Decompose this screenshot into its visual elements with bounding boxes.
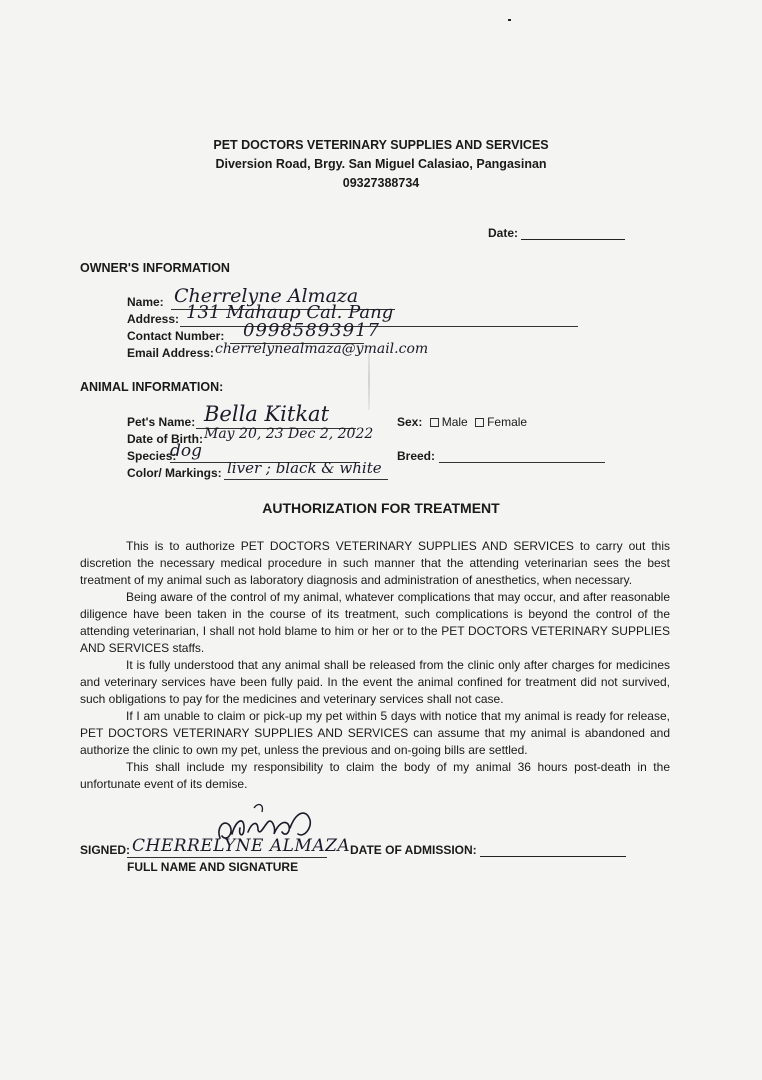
authorization-paragraph: If I am unable to claim or pick-up my pet within 5 days with notice that my animal is ready for release, PET DOCTORS VETERINARY SUPPLIES AND SERVICES can assume that my animal is abandoned and authorize the clinic to own my pet, unless the previous and on-going bills are settled. bbox=[80, 709, 670, 757]
dob-label: Date of Birth: bbox=[127, 432, 203, 446]
date-line[interactable] bbox=[521, 227, 625, 240]
signature-caption: FULL NAME AND SIGNATURE bbox=[127, 860, 299, 874]
owner-name-value[interactable]: Cherrelyne Almaza bbox=[174, 285, 359, 307]
animal-section-title: ANIMAL INFORMATION: bbox=[80, 380, 224, 394]
signed-name-value[interactable]: CHERRELYNE ALMAZA bbox=[132, 836, 351, 856]
authorization-paragraph: This shall include my responsibility to claim the body of my animal 36 hours post-death in the unfortunate event of its demise. bbox=[80, 760, 670, 791]
handwritten-signature-icon bbox=[214, 798, 324, 858]
owner-email-label: Email Address: bbox=[127, 346, 214, 360]
authorization-paragraph: This is to authorize PET DOCTORS VETERINARY SUPPLIES AND SERVICES to carry out this discretion the necessary medical procedure in such manner that the attending veterinarian sees the best treatment of my animal such as laboratory diagnosis and administration of anesthetics, when necessary. bbox=[80, 539, 670, 587]
species-label: Species: bbox=[127, 449, 177, 463]
owner-address-value[interactable]: 131 Mahaup Cal. Pang bbox=[186, 302, 394, 323]
sex-field bbox=[397, 415, 527, 429]
date-label: Date: bbox=[488, 226, 519, 240]
authorization-paragraph: It is fully understood that any animal shall be released from the clinic only after charges for medicines and veterinary services have been fully paid. In the event the animal confined for treatment did not survived, such obligations to pay for the medicines and veterinary services shall not case. bbox=[80, 658, 670, 706]
owner-email-value[interactable]: cherrelynealmaza@ymail.com bbox=[215, 341, 429, 357]
owner-contact-value[interactable]: 09985893917 bbox=[243, 320, 380, 341]
pet-name-label: Pet's Name: bbox=[127, 415, 196, 429]
owner-name-label: Name: bbox=[127, 295, 164, 309]
male-label: Male bbox=[441, 415, 468, 429]
business-name: PET DOCTORS VETERINARY SUPPLIES AND SERVICES bbox=[213, 138, 549, 152]
owner-address-label: Address: bbox=[127, 312, 180, 326]
authorization-title: AUTHORIZATION FOR TREATMENT bbox=[262, 500, 500, 516]
species-value[interactable]: dog bbox=[170, 441, 202, 461]
letterhead bbox=[0, 136, 762, 193]
owner-contact-label: Contact Number: bbox=[127, 329, 225, 343]
female-checkbox[interactable] bbox=[475, 418, 484, 427]
authorization-paragraph: Being aware of the control of my animal, whatever complications that may occur, and after reasonable diligence have been taken in the course of its treatment, such complications is beyond the control of the attending veterinarian, I shall not hold blame to him or her or to the PET DOCTORS VETERINARY SUPPLIES AND SERVICES staffs. bbox=[80, 590, 670, 655]
admission-line[interactable] bbox=[480, 844, 626, 857]
signed-label: SIGNED: bbox=[80, 843, 131, 857]
male-checkbox[interactable] bbox=[430, 418, 439, 427]
business-phone: 09327388734 bbox=[342, 176, 420, 190]
color-line bbox=[224, 479, 388, 480]
dob-value[interactable]: May 20, 23 Dec 2, 2022 bbox=[204, 426, 374, 442]
color-label: Color/ Markings: bbox=[127, 466, 222, 480]
paper-fold-mark bbox=[368, 350, 370, 410]
owner-section-title: OWNER'S INFORMATION bbox=[80, 261, 230, 275]
admission-label: DATE OF ADMISSION: bbox=[350, 843, 477, 857]
authorization-body bbox=[80, 538, 670, 793]
sex-label: Sex: bbox=[397, 415, 423, 429]
business-address: Diversion Road, Brgy. San Miguel Calasiao, Pangasinan bbox=[215, 157, 547, 171]
admission-field[interactable] bbox=[350, 843, 626, 857]
female-label: Female bbox=[487, 415, 528, 429]
breed-label: Breed: bbox=[397, 449, 436, 463]
breed-line[interactable] bbox=[439, 462, 605, 463]
pet-name-value[interactable]: Bella Kitkat bbox=[204, 402, 330, 426]
color-value[interactable]: liver ; black & white bbox=[227, 459, 382, 477]
scan-speck bbox=[508, 19, 511, 21]
date-field[interactable] bbox=[488, 226, 625, 240]
